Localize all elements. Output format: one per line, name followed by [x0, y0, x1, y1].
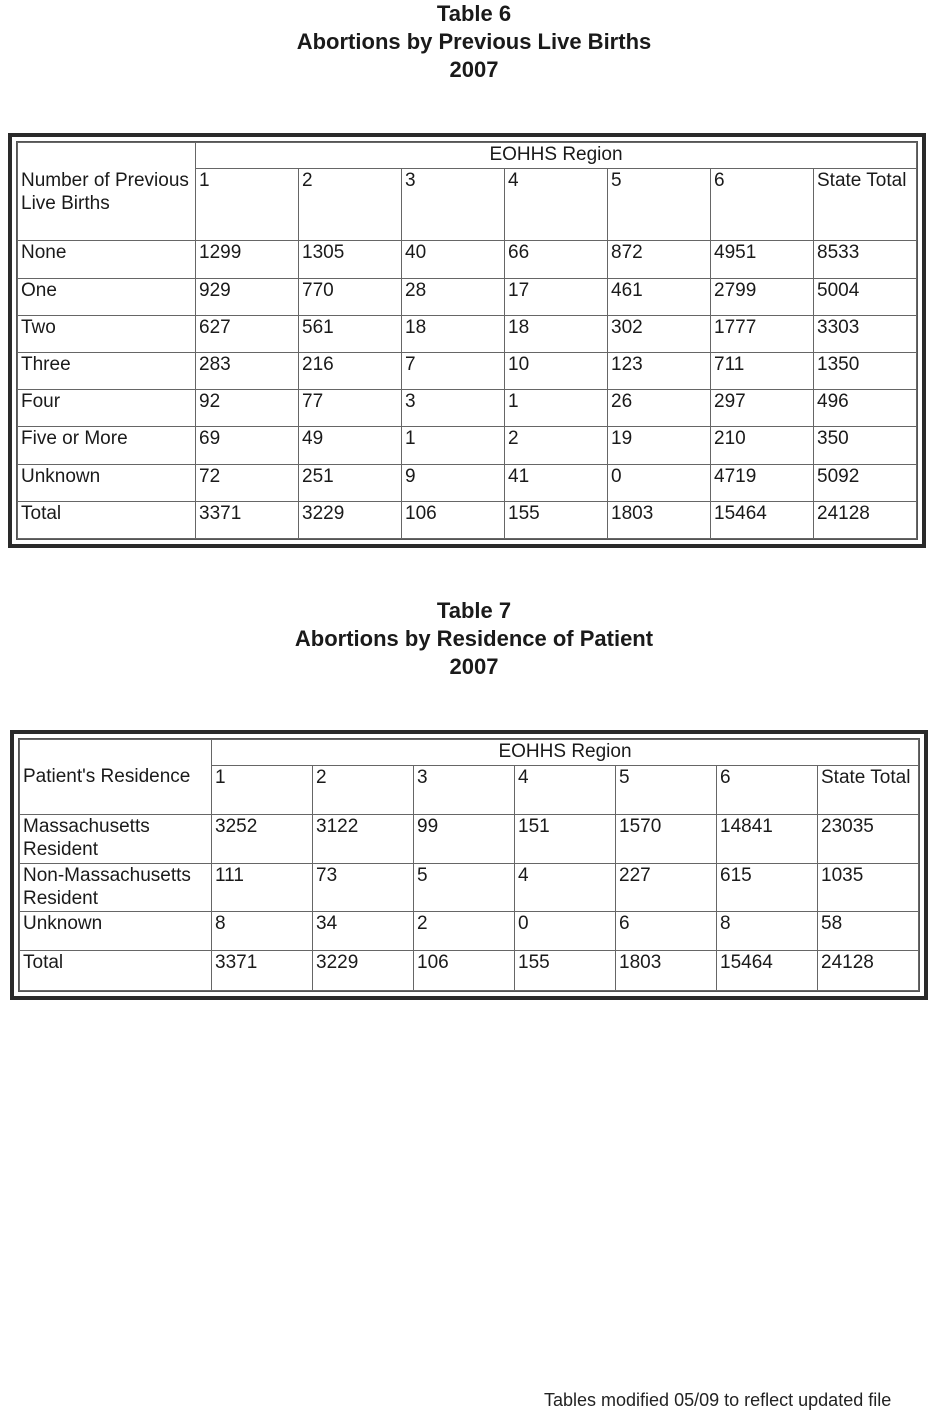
table6-cell: 627	[196, 315, 299, 352]
table7-cell: 4	[515, 863, 616, 911]
table6-cell: 872	[608, 241, 711, 278]
table6-cell: 8533	[814, 241, 917, 278]
table6-column-header: 4	[505, 169, 608, 241]
table6-cell: 251	[299, 464, 402, 501]
table6-cell: 350	[814, 427, 917, 464]
table6-cell: 297	[711, 390, 814, 427]
table6-cell: 41	[505, 464, 608, 501]
table6-cell: 155	[505, 501, 608, 538]
table7-cell: 3122	[313, 814, 414, 863]
table6-header-row	[18, 143, 917, 169]
table7-column-header: 5	[616, 766, 717, 814]
table6-row-label: Four	[18, 390, 196, 427]
table6-cell: 28	[402, 278, 505, 315]
table6-cell: 216	[299, 353, 402, 390]
table7-cell: 23035	[818, 814, 919, 863]
table6-column-header: 3	[402, 169, 505, 241]
table6-cell: 49	[299, 427, 402, 464]
table7-cell: 3229	[313, 950, 414, 990]
table6-cell: 3	[402, 390, 505, 427]
table6-cell: 9	[402, 464, 505, 501]
table6-row	[18, 241, 917, 278]
table7-cell: 3371	[212, 950, 313, 990]
table7-cell: 8	[212, 912, 313, 950]
table7-cell: 99	[414, 814, 515, 863]
table6-cell: 1299	[196, 241, 299, 278]
table6-cell: 210	[711, 427, 814, 464]
table6-cell: 283	[196, 353, 299, 390]
table7-cell: 8	[717, 912, 818, 950]
table6-row	[18, 278, 917, 315]
table6-cell: 18	[402, 315, 505, 352]
table6-cell: 3229	[299, 501, 402, 538]
table6-cell: 92	[196, 390, 299, 427]
table6-cell: 1	[402, 427, 505, 464]
table7-cell: 3252	[212, 814, 313, 863]
table7-cell: 73	[313, 863, 414, 911]
table7-column-header: 3	[414, 766, 515, 814]
table6-cell: 40	[402, 241, 505, 278]
table6-row-label: Total	[18, 501, 196, 538]
table6-row-label: One	[18, 278, 196, 315]
table6-cell: 496	[814, 390, 917, 427]
table6-row	[18, 315, 917, 352]
table7-cell: 58	[818, 912, 919, 950]
table6-row	[18, 390, 917, 427]
table6-cell: 561	[299, 315, 402, 352]
table6-column-header: 6	[711, 169, 814, 241]
table7-cell: 1803	[616, 950, 717, 990]
table7-cell: 1570	[616, 814, 717, 863]
table6-row	[18, 464, 917, 501]
table6-cell: 1777	[711, 315, 814, 352]
table6-cell: 929	[196, 278, 299, 315]
table6-cell: 3371	[196, 501, 299, 538]
table7-row	[20, 863, 919, 911]
table6-cell: 72	[196, 464, 299, 501]
table6-cell: 2799	[711, 278, 814, 315]
table7-row	[20, 912, 919, 950]
table6-cell: 26	[608, 390, 711, 427]
table6-cell: 66	[505, 241, 608, 278]
table6-column-header: 2	[299, 169, 402, 241]
table6-row	[18, 427, 917, 464]
table7-row-label: Unknown	[20, 912, 212, 950]
table6	[17, 142, 917, 539]
table6-cell: 2	[505, 427, 608, 464]
table6-cell: 7	[402, 353, 505, 390]
table6-cell: 5004	[814, 278, 917, 315]
table7-cell: 24128	[818, 950, 919, 990]
table6-cell: 4719	[711, 464, 814, 501]
table7-row-label: Massachusetts Resident	[20, 814, 212, 863]
table6-cell: 106	[402, 501, 505, 538]
table6-title-line1: Table 6	[436, 1, 512, 26]
table6-cell: 15464	[711, 501, 814, 538]
table6-column-header: 5	[608, 169, 711, 241]
table7-row	[20, 814, 919, 863]
table7-cell: 6	[616, 912, 717, 950]
table7-row	[20, 950, 919, 990]
table7	[19, 739, 919, 991]
table7-column-header: 1	[212, 766, 313, 814]
table6-cell: 1350	[814, 353, 917, 390]
table7-frame	[10, 730, 928, 1000]
table7-row-label: Non-Massachusetts Resident	[20, 863, 212, 911]
table6-title-line3: 2007	[449, 57, 499, 82]
table6-cell: 461	[608, 278, 711, 315]
table6-column-header: State Total	[814, 169, 917, 241]
table7-column-header: 2	[313, 766, 414, 814]
table7-column-header: 4	[515, 766, 616, 814]
footer-note: Tables modified 05/09 to reflect updated file	[544, 1390, 892, 1410]
table6-cell: 302	[608, 315, 711, 352]
table7-cell: 1035	[818, 863, 919, 911]
table6-row-label: Five or More	[18, 427, 196, 464]
table7-column-header: State Total	[818, 766, 919, 814]
table6-cell: 69	[196, 427, 299, 464]
table7-header-row	[20, 740, 919, 766]
table6-cell: 770	[299, 278, 402, 315]
table6-cell: 10	[505, 353, 608, 390]
table7-cell: 615	[717, 863, 818, 911]
table7-title-line2: Abortions by Residence of Patient	[294, 626, 654, 651]
table7-region-header: EOHHS Region	[212, 740, 919, 766]
table6-cell: 24128	[814, 501, 917, 538]
table6-cell: 1803	[608, 501, 711, 538]
table6-row	[18, 353, 917, 390]
table7-column-header: 6	[717, 766, 818, 814]
table7-cell: 111	[212, 863, 313, 911]
table6-cell: 19	[608, 427, 711, 464]
table7-title-line1: Table 7	[436, 598, 512, 623]
table6-cell: 1305	[299, 241, 402, 278]
table7-cell: 2	[414, 912, 515, 950]
table6-cell: 3303	[814, 315, 917, 352]
table6-row-header: Number of Previous Live Births	[18, 143, 196, 241]
table7-title	[0, 597, 948, 681]
table7-cell: 151	[515, 814, 616, 863]
table6-row-label: Three	[18, 353, 196, 390]
table7-cell: 5	[414, 863, 515, 911]
table7-cell: 34	[313, 912, 414, 950]
table6-cell: 4951	[711, 241, 814, 278]
table6-cell: 711	[711, 353, 814, 390]
table6-frame	[8, 133, 926, 548]
table7-cell: 14841	[717, 814, 818, 863]
table6-row-label: Unknown	[18, 464, 196, 501]
table6-row-label: Two	[18, 315, 196, 352]
table6-row-label: None	[18, 241, 196, 278]
table7-row-label: Total	[20, 950, 212, 990]
table7-row-header: Patient's Residence	[20, 740, 212, 815]
table6-column-header: 1	[196, 169, 299, 241]
table7-cell: 227	[616, 863, 717, 911]
table6-cell: 17	[505, 278, 608, 315]
table6-row	[18, 501, 917, 538]
table6-region-header: EOHHS Region	[196, 143, 917, 169]
table6-cell: 77	[299, 390, 402, 427]
table7-cell: 155	[515, 950, 616, 990]
table7-cell: 0	[515, 912, 616, 950]
table7-cell: 106	[414, 950, 515, 990]
table6-cell: 18	[505, 315, 608, 352]
table6-cell: 5092	[814, 464, 917, 501]
table6-title-line2: Abortions by Previous Live Births	[296, 29, 652, 54]
table6-cell: 0	[608, 464, 711, 501]
table7-cell: 15464	[717, 950, 818, 990]
table7-title-line3: 2007	[449, 654, 499, 679]
table6-title	[0, 0, 948, 84]
table6-cell: 1	[505, 390, 608, 427]
table6-cell: 123	[608, 353, 711, 390]
